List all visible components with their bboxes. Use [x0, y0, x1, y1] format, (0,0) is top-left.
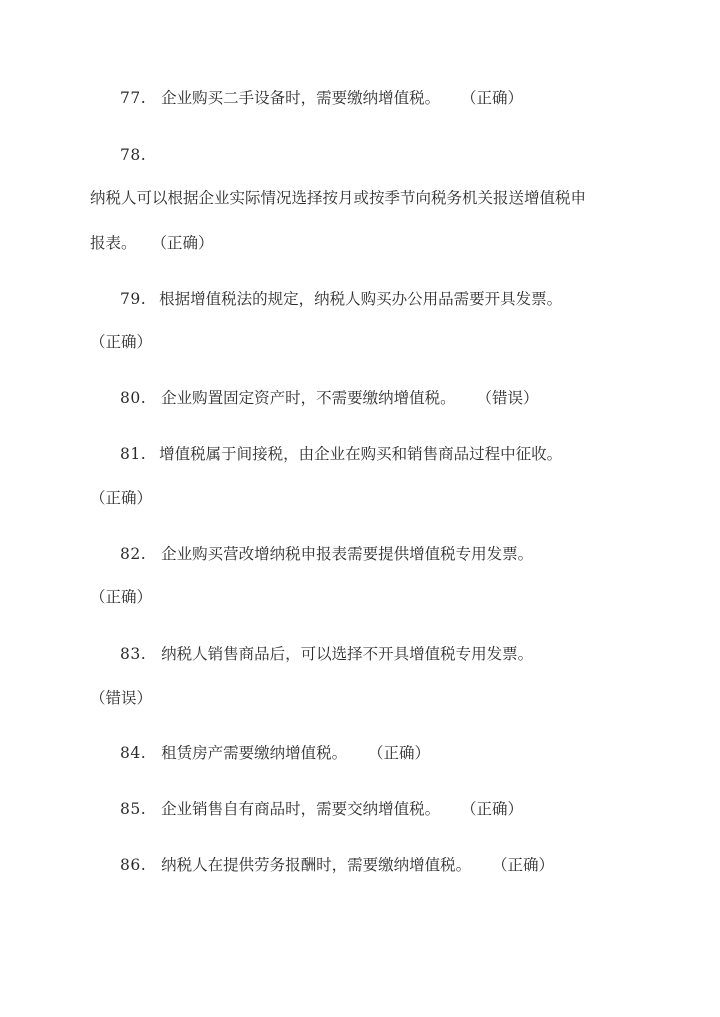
question-text: 根据增值税法的规定，纳税人购买办公用品需要开具发票。	[159, 290, 563, 308]
question-text: 纳税人可以根据企业实际情况选择按月或按季节向税务机关报送增值税申	[90, 189, 587, 207]
question-text: 企业购买营改增纳税申报表需要提供增值税专用发票。	[161, 545, 534, 563]
question-number: 84.	[120, 744, 147, 762]
question-text: 报表。	[90, 234, 137, 252]
question-85	[120, 799, 523, 819]
question-77	[120, 88, 523, 108]
question-83-answer-line	[90, 688, 152, 708]
question-text: 纳税人在提供劳务报酬时，需要缴纳增值税。	[161, 856, 472, 874]
question-78-text-line-1	[90, 188, 586, 208]
question-text: 纳税人销售商品后，可以选择不开具增值税专用发票。	[161, 645, 534, 663]
question-text: 租赁房产需要缴纳增值税。	[161, 744, 348, 762]
question-answer: （正确）	[461, 89, 524, 107]
question-text: 企业销售自有商品时，需要交纳增值税。	[161, 800, 441, 818]
question-86	[120, 855, 554, 875]
question-number: 82.	[120, 545, 147, 563]
question-83	[120, 644, 533, 664]
question-number: 77.	[120, 89, 147, 107]
question-answer: （正确）	[368, 744, 431, 762]
question-text: 企业购买二手设备时，需要缴纳增值税。	[161, 89, 441, 107]
question-number: 85.	[120, 800, 147, 818]
question-82-answer-line	[90, 587, 152, 607]
question-81-answer-line	[90, 488, 152, 508]
question-84	[120, 743, 430, 763]
question-number: 83.	[120, 645, 147, 663]
question-82	[120, 544, 533, 564]
question-80	[120, 388, 539, 408]
question-answer: （正确）	[492, 856, 555, 874]
question-78-text-line-2	[90, 233, 213, 253]
question-number: 79.	[120, 290, 147, 308]
question-79-answer-line	[90, 332, 152, 352]
question-answer: （错误）	[90, 689, 153, 707]
question-text: 企业购置固定资产时，不需要缴纳增值税。	[161, 389, 456, 407]
question-answer: （正确）	[151, 234, 214, 252]
question-number: 81.	[120, 445, 147, 463]
question-answer: （正确）	[90, 489, 153, 507]
question-text: 增值税属于间接税，由企业在购买和销售商品过程中征收。	[159, 445, 563, 463]
question-answer: （正确）	[90, 333, 153, 351]
question-answer: （正确）	[90, 588, 153, 606]
question-79	[120, 289, 562, 309]
question-78-number-line	[120, 145, 146, 165]
question-answer: （正确）	[461, 800, 524, 818]
question-answer: （错误）	[476, 389, 539, 407]
question-number: 78.	[120, 146, 147, 164]
question-number: 86.	[120, 856, 147, 874]
question-81	[120, 444, 562, 464]
question-number: 80.	[120, 389, 147, 407]
